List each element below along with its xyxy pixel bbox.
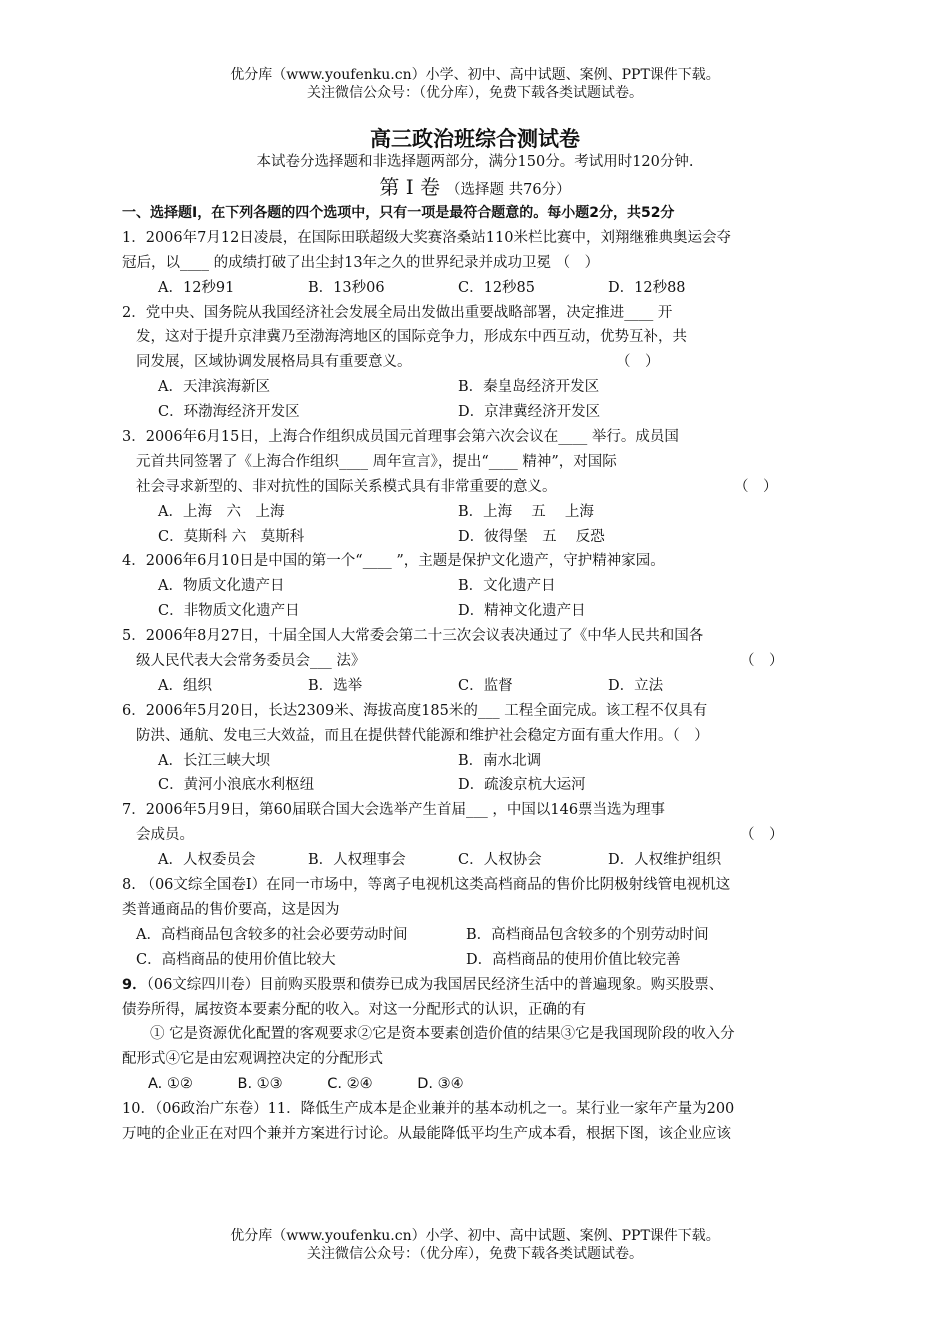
- q2-line-3: [122, 350, 834, 375]
- volume-note: （选择题 共76分）: [446, 182, 571, 198]
- q8-option-d: D．高档商品的使用价值比较完善: [466, 951, 681, 968]
- exam-title: 高三政治班综合测试卷: [370, 126, 580, 151]
- q9-line-4: 配形式④它是由宏观调控决定的分配形式: [122, 1051, 383, 1068]
- q9-line-1-text: （06文综四川卷）目前购买股票和债券已成为我国居民经济生活中的普遍现象。购买股票、: [146, 976, 724, 993]
- volume-label: 第 I 卷: [379, 175, 441, 199]
- q3-line-1: 3．2006年6月15日，上海合作组织成员国元首理事会第六次会议在____ 举行。成员国: [122, 429, 679, 446]
- q7-option-d: D．人权维护组织: [608, 852, 722, 869]
- q5-option-b: B．选举: [308, 677, 363, 694]
- q6-option-d: D．疏浚京杭大运河: [458, 777, 586, 794]
- q7-option-a: A．人权委员会: [158, 852, 256, 869]
- q7-line-2-text: 会成员。: [136, 827, 194, 844]
- q1-line-1: 1．2006年7月12日凌晨，在国际田联超级大奖赛洛桑站110米栏比赛中，刘翔继雅典奥运会夺: [122, 229, 731, 246]
- q3-line-3: [122, 475, 834, 500]
- q10-line-2: 万吨的企业正在对四个兼并方案进行讨论。从最能降低平均生产成本看，根据下图，该企业应该: [122, 1125, 731, 1142]
- q7-option-c: C．人权协会: [458, 852, 542, 869]
- q2-line-2: 发，这对于提升京津冀乃至渤海湾地区的国际竞争力，形成东中西互动，优势互补，共: [136, 329, 687, 346]
- q2-answer-paren: （ ）: [616, 354, 660, 371]
- q7-line-1: 7．2006年5月9日，第60届联合国大会选举产生首届___ ，中国以146票当选为理事: [122, 802, 666, 819]
- footer-line-2: 关注微信公众号：（优分库），免费下载各类试题试卷。: [307, 1246, 643, 1262]
- q1-option-b: B．13秒06: [308, 279, 385, 296]
- q4-option-c: C．非物质文化遗产日: [158, 603, 300, 620]
- q5-options: [122, 674, 834, 699]
- q1-options: [122, 276, 834, 301]
- q4-option-a: A．物质文化遗产日: [158, 578, 285, 595]
- q2-line-1: 2．党中央、国务院从我国经济社会发展全局出发做出重要战略部署，决定推进____ 开: [122, 304, 673, 321]
- q6-line-2: 防洪、通航、发电三大效益，而且在提供替代能源和维护社会稳定方面有重大作用。（ ）: [136, 727, 709, 744]
- q6-options-row-1: [122, 749, 834, 774]
- q7-answer-paren: （ ）: [740, 827, 784, 844]
- q6-options-row-2: [122, 773, 834, 798]
- q8-option-b: B．高档商品包含较多的个别劳动时间: [466, 926, 709, 943]
- q9-option-c: C. ②④: [327, 1076, 373, 1093]
- q9-options: [122, 1072, 834, 1097]
- q3-options-row-1: [122, 500, 834, 525]
- q8-line-2: 类普通商品的售价要高，这是因为: [122, 901, 340, 918]
- q4-option-d: D．精神文化遗产日: [458, 603, 586, 620]
- q10-line-1: 10．（06政治广东卷）11．降低生产成本是企业兼并的基本动机之一。某行业一家年产量为200: [122, 1101, 735, 1118]
- q8-options-row-2: [122, 948, 834, 973]
- q1-option-a: A．12秒91: [158, 279, 235, 296]
- q7-options: [122, 848, 834, 873]
- q3-line-3-text: 社会寻求新型的、非对抗性的国际关系模式具有非常重要的意义。: [136, 478, 557, 495]
- q3-option-b: B．上海 五 上海: [458, 503, 594, 520]
- q2-line-3-text: 同发展，区域协调发展格局具有重要意义。: [136, 354, 412, 371]
- q9-line-1: [122, 973, 834, 998]
- q5-option-a: A．组织: [158, 677, 212, 694]
- q3-option-c: C．莫斯科 六 莫斯科: [158, 528, 305, 545]
- q5-line-2-text: 级人民代表大会常务委员会___ 法》: [136, 653, 366, 670]
- q9-line-2: 债券所得，属按资本要素分配的收入。对这一分配形式的认识，正确的有: [122, 1001, 586, 1018]
- section-heading: 一、选择题Ⅰ，在下列各题的四个选项中，只有一项是最符合题意的。每小题2分，共52分: [122, 205, 675, 221]
- q1-option-d: D．12秒88: [608, 279, 686, 296]
- q7-option-b: B．人权理事会: [308, 852, 406, 869]
- q9-number: 9．: [122, 976, 147, 993]
- q2-option-d: D．京津冀经济开发区: [458, 404, 601, 421]
- q8-line-1: 8. （06文综全国卷I）在同一市场中，等离子电视机这类高档商品的售价比阴极射线管电视机这: [122, 877, 731, 894]
- volume-heading: [0, 175, 950, 202]
- q5-answer-paren: （ ）: [740, 653, 784, 670]
- q5-line-1: 5．2006年8月27日，十届全国人大常委会第二十三次会议表决通过了《中华人民共和国各: [122, 628, 704, 645]
- q5-option-d: D．立法: [608, 677, 664, 694]
- footer-line-1: 优分库（www.youfenku.cn）小学、初中、高中试题、案例、PPT课件下载。: [230, 1228, 720, 1244]
- q9-option-a: A. ①②: [148, 1076, 193, 1093]
- q2-option-c: C．环渤海经济开发区: [158, 404, 300, 421]
- q8-options-row-1: [122, 923, 834, 948]
- q6-option-c: C．黄河小浪底水利枢纽: [158, 777, 315, 794]
- q8-option-a: A．高档商品包含较多的社会必要劳动时间: [136, 926, 408, 943]
- q1-line-2: 冠后，以____ 的成绩打破了出尘封13年之久的世界纪录并成功卫冕 （ ）: [122, 254, 600, 271]
- q3-option-d: D．彼得堡 五 反恐: [458, 528, 605, 545]
- question-body: [122, 201, 834, 1147]
- q4-line-1: 4．2006年6月10日是中国的第一个“____ ”，主题是保护文化遗产，守护精神家园。: [122, 553, 665, 570]
- header-line-2: 关注微信公众号：（优分库），免费下载各类试题试卷。: [307, 85, 643, 101]
- q9-option-d: D. ③④: [417, 1076, 464, 1093]
- q6-line-1: 6．2006年5月20日，长达2309米、海拔高度185米的___ 工程全面完成。该工程不仅具有: [122, 702, 708, 719]
- q6-option-a: A．长江三峡大坝: [158, 752, 270, 769]
- page-footer: [0, 1227, 950, 1263]
- q3-line-2: 元首共同签署了《上海合作组织____ 周年宣言》，提出“____ 精神”，对国际: [136, 453, 617, 470]
- q9-line-3: ① 它是资源优化配置的客观要求②它是资本要素创造价值的结果③它是我国现阶段的收入分: [150, 1026, 735, 1043]
- q3-options-row-2: [122, 525, 834, 550]
- q5-line-2: [122, 649, 834, 674]
- q6-option-b: B．南水北调: [458, 752, 542, 769]
- q3-option-a: A．上海 六 上海: [158, 503, 285, 520]
- q3-answer-paren: （ ）: [734, 478, 778, 495]
- page-header: [0, 66, 950, 102]
- q1-option-c: C．12秒85: [458, 279, 535, 296]
- q4-option-b: B．文化遗产日: [458, 578, 556, 595]
- q2-options-row-2: [122, 400, 834, 425]
- q2-option-a: A．天津滨海新区: [158, 379, 270, 396]
- q2-options-row-1: [122, 375, 834, 400]
- q4-options-row-1: [122, 574, 834, 599]
- q4-options-row-2: [122, 599, 834, 624]
- q7-line-2: [122, 823, 834, 848]
- exam-subtitle: 本试卷分选择题和非选择题两部分，满分150分。考试用时120分钟.: [256, 154, 694, 170]
- header-line-1: 优分库（www.youfenku.cn）小学、初中、高中试题、案例、PPT课件下载。: [230, 67, 720, 83]
- q8-option-c: C．高档商品的使用价值比较大: [136, 951, 336, 968]
- q9-option-b: B. ①③: [237, 1076, 283, 1093]
- q5-option-c: C．监督: [458, 677, 513, 694]
- q2-option-b: B．秦皇岛经济开发区: [458, 379, 600, 396]
